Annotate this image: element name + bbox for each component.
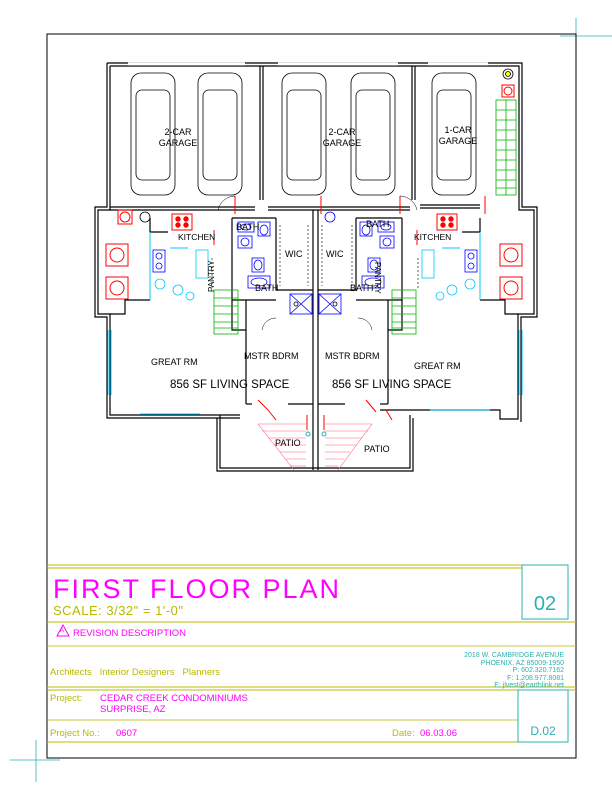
room-label-garage-left (148, 127, 208, 149)
room-label-kitchen-left: KITCHEN (178, 232, 216, 242)
room-label-patio-right: PATIO (364, 444, 390, 454)
room-label-mstr-bdrm-left: MSTR BDRM (244, 351, 299, 361)
room-label-garage-mid (312, 127, 372, 149)
closet-shelves (212, 225, 418, 290)
date-value: 06.03.06 (420, 728, 457, 739)
date-label: Date: (392, 728, 415, 739)
room-label-bath-top-left: BATH (236, 222, 260, 232)
address-line: PHOENIX, AZ 85009-1950 (480, 659, 564, 667)
room-label-bath-left: BATH (255, 283, 279, 293)
room-label-pantry-left: PANTRY (207, 260, 216, 292)
kitchen-fixtures (153, 250, 477, 300)
drawing-number: D.02 (530, 724, 556, 738)
living-space-left: 856 SF LIVING SPACE (170, 379, 290, 391)
project-number-label: Project No.: (50, 728, 100, 739)
revision-description-label: REVISION DESCRIPTION (73, 628, 186, 639)
room-label-patio-left: PATIO (275, 438, 301, 448)
address-line: F: 1.208.977.8081 (507, 674, 564, 682)
garage-mid-line2: GARAGE (322, 138, 362, 148)
room-label-great-rm-left: GREAT RM (151, 357, 198, 367)
project-number: 0607 (116, 728, 138, 739)
room-label-kitchen-right: KITCHEN (414, 232, 452, 242)
drawing-title: FIRST FLOOR PLAN (53, 574, 342, 604)
project-name: CEDAR CREEK CONDOMINIUMS (100, 693, 248, 704)
project-location: SURPRISE, AZ (100, 704, 166, 715)
room-label-mstr-bdrm-right: MSTR BDRM (325, 351, 380, 361)
living-space-right: 856 SF LIVING SPACE (332, 379, 452, 391)
sheet-number: 02 (533, 593, 557, 615)
firm-disciplines: Architects Interior Designers Planners (50, 667, 221, 678)
project-name-block (100, 693, 248, 715)
revision-symbol: A (60, 628, 65, 634)
room-label-pantry-right: PANTRY (373, 262, 382, 294)
garage-right-line2: GARAGE (438, 136, 478, 146)
room-label-bath-right: BATH (350, 283, 374, 293)
room-label-bath-top-right: BATH (366, 219, 390, 229)
garage-left-line1: 2-CAR (164, 127, 192, 137)
garage-left-line2: GARAGE (158, 138, 198, 148)
garage-mid-line1: 2-CAR (328, 127, 356, 137)
room-label-great-rm-right: GREAT RM (414, 361, 461, 371)
address-line: P: 602.320.7162 (512, 667, 564, 675)
room-label-garage-right (428, 125, 488, 147)
porch-light-icon (322, 432, 326, 436)
garage-right-line1: 1-CAR (444, 125, 472, 135)
appliances (106, 85, 522, 299)
address-line: 2018 W. CAMBRIDGE AVENUE (464, 652, 564, 659)
address-line: E: jlvest@earthlink.net (494, 682, 564, 690)
porch-light-icon (306, 432, 310, 436)
project-label: Project: (50, 693, 83, 704)
room-label-wic-left: WIC (285, 249, 303, 259)
firm-address (464, 652, 564, 690)
room-label-wic-right: WIC (326, 249, 344, 259)
drawing-scale: SCALE: 3/32" = 1'-0" (53, 603, 184, 618)
